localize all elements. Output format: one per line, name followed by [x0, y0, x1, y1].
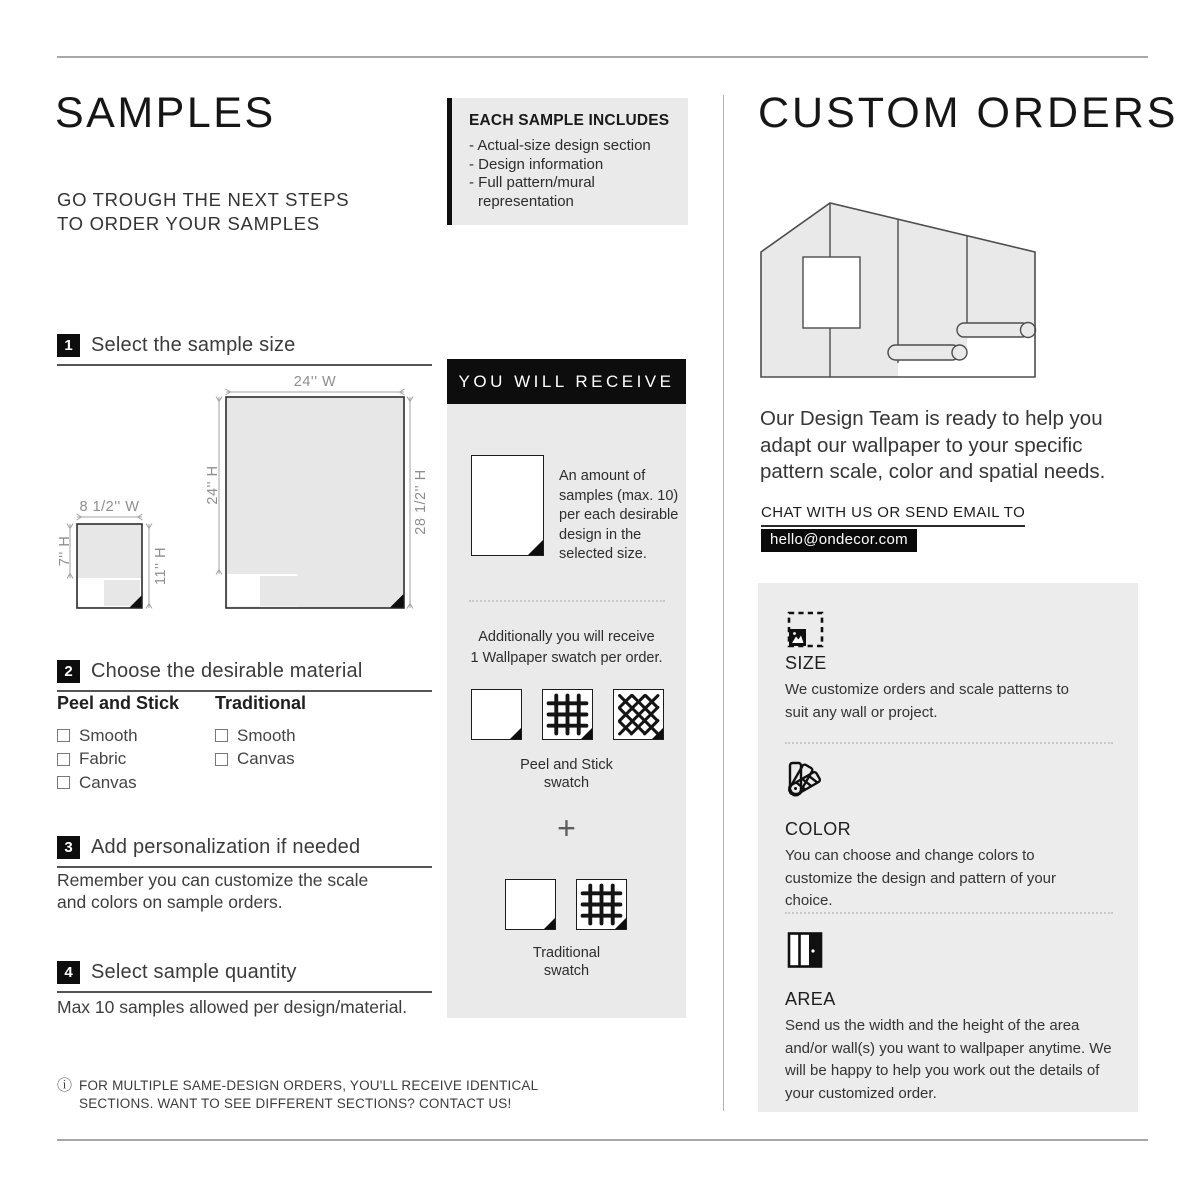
- option-smooth: [57, 724, 179, 748]
- large-left-height-label: 24'' H: [205, 465, 221, 505]
- column-divider: [723, 95, 724, 1111]
- option-label: Smooth: [237, 725, 296, 745]
- size-heading: SIZE: [785, 653, 827, 673]
- option-smooth: [215, 724, 306, 748]
- color-description: You can choose and change colors to customize the design and pattern of your choice.: [785, 847, 1056, 909]
- step-3-number-badge: 3: [57, 836, 80, 859]
- canvas-crosshatch-swatch-icon: [613, 689, 664, 740]
- area-heading: AREA: [785, 989, 836, 1009]
- chat-with-us-label: CHAT WITH US OR SEND EMAIL TO: [761, 504, 1025, 527]
- step-1-number-badge: 1: [57, 334, 80, 357]
- sample-size-diagram: [57, 371, 442, 621]
- samples-intro: [57, 188, 349, 236]
- option-fabric: [57, 748, 179, 772]
- step-3-header: [57, 836, 432, 868]
- step-3-title: Add personalization if needed: [91, 836, 361, 858]
- step-2-title: Choose the desirable material: [91, 660, 363, 682]
- option-canvas: [57, 771, 179, 795]
- color-heading: COLOR: [785, 819, 852, 839]
- dotted-divider: [469, 600, 665, 602]
- option-label: Canvas: [237, 749, 295, 769]
- additional-swatch-note: Additionally you will receive 1 Wallpaper swatch per order.: [470, 629, 663, 666]
- wallpaper-roll-icon: [957, 323, 1029, 337]
- info-icon: ⓘ: [57, 1077, 73, 1094]
- step-1-header: [57, 334, 432, 366]
- smooth-swatch-icon: [505, 879, 556, 930]
- step-4-header: [57, 961, 432, 993]
- color-swatches-icon: [785, 759, 825, 799]
- dotted-divider: [785, 742, 1113, 744]
- traditional-options: [215, 693, 306, 771]
- intro-line: GO TROUGH THE NEXT STEPS: [57, 189, 350, 210]
- size-description: We customize orders and scale patterns to suit any wall or project.: [785, 681, 1070, 721]
- checkbox-icon[interactable]: [57, 753, 70, 766]
- traditional-swatches: [505, 879, 627, 930]
- folded-corner-icon: [581, 728, 592, 739]
- peel-and-stick-swatches: [471, 689, 664, 740]
- folded-corner-icon: [528, 540, 543, 555]
- step-2-header: [57, 660, 432, 692]
- email-link[interactable]: hello@ondecor.com: [761, 529, 917, 552]
- custom-orders-title: CUSTOM ORDERS: [758, 89, 1179, 137]
- wallpaper-wall-illustration: [760, 196, 1040, 386]
- bottom-divider: [57, 1139, 1148, 1141]
- includes-item: - Full pattern/mural representation: [469, 174, 595, 210]
- sample-sheet-icon: [471, 455, 544, 556]
- small-right-height-label: 11'' H: [153, 546, 169, 586]
- same-design-footnote: ⓘ FOR MULTIPLE SAME-DESIGN ORDERS, YOU'LL RECEIVE IDENTICAL SECTIONS. WANT TO SEE DIFFERENT SECTIONS? CONTACT US!: [57, 1077, 539, 1111]
- large-right-height-label: 28 1/2'' H: [413, 469, 429, 535]
- includes-item: - Design information: [469, 155, 604, 173]
- samples-amount-note: An amount of samples (max. 10) per each desirable design in the selected size.: [559, 468, 679, 562]
- fabric-grid-swatch-icon: [542, 689, 593, 740]
- peel-and-stick-heading: Peel and Stick: [57, 693, 180, 713]
- smooth-swatch-icon: [471, 689, 522, 740]
- option-label: Canvas: [79, 772, 137, 792]
- folded-corner-icon: [615, 918, 626, 929]
- peel-and-stick-options: [57, 693, 179, 795]
- checkbox-icon[interactable]: [57, 776, 70, 789]
- option-label: Smooth: [79, 725, 138, 745]
- step-1-title: Select the sample size: [91, 334, 296, 356]
- traditional-heading: Traditional: [215, 693, 307, 713]
- checkbox-icon[interactable]: [215, 753, 228, 766]
- small-left-height-label: 7'' H: [57, 535, 73, 567]
- samples-title: SAMPLES: [55, 89, 276, 137]
- checkbox-icon[interactable]: [57, 729, 70, 742]
- you-will-receive-panel: [447, 404, 686, 1018]
- folded-corner-icon: [544, 918, 555, 929]
- size-icon: [785, 609, 825, 649]
- customization-options-box: [758, 583, 1138, 1112]
- dotted-divider: [785, 912, 1113, 914]
- traditional-swatch-label: Traditional swatch: [532, 945, 601, 979]
- option-canvas: [215, 748, 306, 772]
- step-4-title: Select sample quantity: [91, 961, 297, 983]
- folded-corner-icon: [652, 728, 663, 739]
- area-description: Send us the width and the height of the area and/or wall(s) you want to wallpaper anytime. We will be happy to help you work out the details of your customized order.: [785, 1017, 1112, 1102]
- checkbox-icon[interactable]: [215, 729, 228, 742]
- includes-title: EACH SAMPLE INCLUDES: [469, 112, 670, 129]
- fabric-grid-swatch-icon: [576, 879, 627, 930]
- wall-panels-icon: [785, 930, 825, 970]
- peel-and-stick-swatch-label: Peel and Stick swatch: [520, 757, 613, 791]
- folded-corner-icon: [510, 728, 521, 739]
- intro-line: TO ORDER YOUR SAMPLES: [57, 213, 320, 234]
- wallpaper-roll-icon: [888, 345, 960, 360]
- window: [803, 257, 860, 328]
- you-will-receive-header: YOU WILL RECEIVE: [447, 359, 686, 404]
- top-divider: [57, 56, 1148, 58]
- plus-sign: +: [557, 810, 576, 846]
- each-sample-includes-box: [447, 98, 688, 225]
- step-4-note: Max 10 samples allowed per design/material.: [57, 997, 408, 1017]
- small-width-label: 8 1/2'' W: [79, 499, 140, 515]
- option-label: Fabric: [79, 749, 127, 769]
- step-3-note: Remember you can customize the scale and colors on sample orders.: [57, 870, 369, 912]
- includes-item: - Actual-size design section: [469, 137, 651, 154]
- large-width-label: 24'' W: [293, 374, 337, 390]
- design-team-intro: Our Design Team is ready to help you adapt our wallpaper to your specific pattern scale, color and spatial needs.: [760, 407, 1106, 483]
- step-2-number-badge: 2: [57, 660, 80, 683]
- step-4-number-badge: 4: [57, 961, 80, 984]
